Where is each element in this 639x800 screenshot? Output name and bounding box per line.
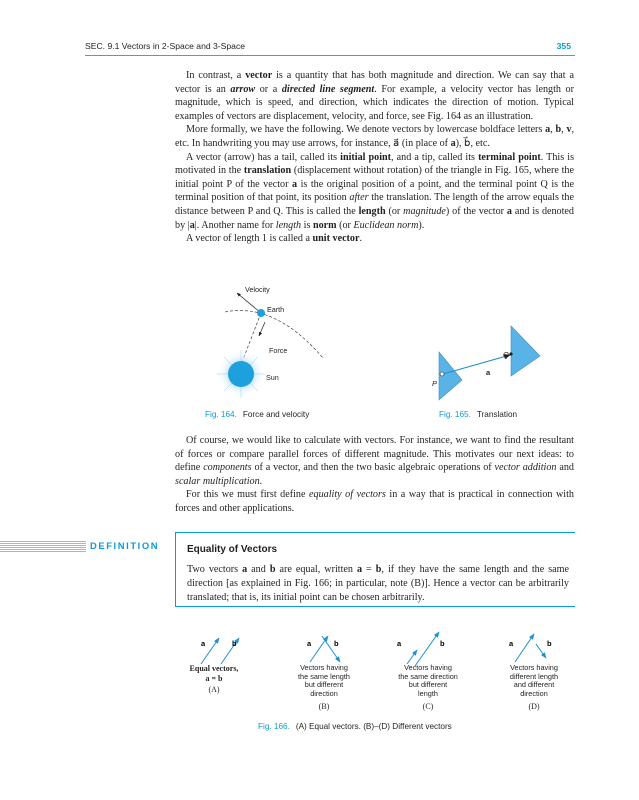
D-label-a: a [509,639,514,648]
fig164-label: Fig. 164. [205,410,237,419]
label-sun: Sun [266,373,279,382]
paragraph-equality-intro: For this we must first define equality of vectors in a way that is practical in connection with forces and other applications. [175,489,574,514]
B-label-b: b [334,639,339,648]
fig164-caption [205,410,309,419]
label-force: Force [269,346,288,355]
label-earth: Earth [267,305,285,314]
C-label-b: b [440,639,445,648]
figure-166-vectors [185,628,575,668]
vec-a-C [407,650,417,664]
definition-text: Two vectors a and b are equal, written a = b, if they have the same length and the same direction [as explained in Fig. 166; in particular, note (B)]. Hence a vector can be arbitrarily translated; that is, its initial point can be chosen arbitrarily. [187,564,570,604]
vec-a-D [515,634,534,662]
definition-title: Equality of Vectors [187,544,278,555]
motivation-text [175,434,574,516]
fig166-label: Fig. 166. [258,722,290,731]
label-velocity: Velocity [245,285,270,294]
fig164-caption-text: Force and velocity [242,410,310,419]
definition-tag [0,537,175,555]
fig166-caption-text: (A) Equal vectors. (B)–(D) Different vectors [295,722,452,731]
figure-165 [430,320,550,402]
definition-box [175,532,575,607]
label-p: P [432,379,438,388]
B-label-a: a [307,639,312,648]
fig166-C-caption: Vectors having the same direction but different length (C) [398,663,458,712]
fig166-A-caption: Equal vectors, a = b (A) [189,664,239,694]
earth-dot [257,309,265,317]
label-a: a [486,368,491,377]
force-arrow [259,322,265,336]
fig166-caption [258,722,452,731]
velocity-arrow [237,293,261,313]
point-p [440,372,444,376]
paragraph-vector-definition: In contrast, a vector is a quantity that has both magnitude and direction. We can say that a vector is an arrow or a directed line segment. For example, a velocity vector has length or magnitude, which is speed, and direction, which indicates the direction of motion. Typical examples of vectors are displacement, velocity, and force, see Fig. 164 as an illustration. [175,70,574,122]
running-header [85,37,575,56]
intro-text [175,69,574,246]
fig166-D-caption: Vectors having different length and different direction (D) [509,663,559,712]
paragraph-notation: More formally, we have the following. We denote vectors by lowercase boldface letters a, b, v, etc. In handwriting you may use arrows, for instance, a⃗ (in place of a), b⃗, etc. [175,124,575,149]
point-q [509,352,512,355]
definition-word: DEFINITION [90,540,160,551]
label-q: Q [503,350,509,359]
vector-a-arrow [443,355,510,374]
vec-b-D [536,644,546,658]
C-label-a: a [397,639,402,648]
triangle-translated [511,326,540,376]
fig165-caption-text: Translation [476,410,518,419]
A-label-b: b [232,639,237,648]
fig165-label: Fig. 165. [439,410,471,419]
figure-164 [195,282,335,402]
vec-b-C [415,632,439,666]
fig166-B-caption: Vectors having the same length but different direction (B) [298,663,350,712]
section-title: SEC. 9.1 Vectors in 2-Space and 3-Space [85,41,246,51]
definition-rule-lines [0,541,86,553]
sun-disc [228,361,254,387]
paragraph-unit-vector: A vector of length 1 is called a unit vector. [186,233,363,245]
page-number: 355 [556,41,571,51]
fig165-caption [439,410,517,419]
paragraph-calculation: Of course, we would like to calculate with vectors. For instance, we want to find the resultant of forces or compare parallel forces of different magnitude. This motivates our next ideas: to define components of a vector, and then the two basic algebraic operations of vector addition and scalar multiplication. [175,435,574,487]
A-label-a: a [201,639,206,648]
paragraph-initial-terminal: A vector (arrow) has a tail, called its initial point, and a tip, called its terminal point. This is motivated in the translation (displacement without rotation) of the triangle in Fig. 165, where the initial point P of the vector a is the original position of a point, and the terminal point Q is the terminal position of that point, its position after the translation. The length of the arrow equals the distance between P and Q. This is called the length (or magnitude) of the vector a and is denoted by |a|. Another name for length is norm (or Euclidean norm). [175,151,575,231]
D-label-b: b [547,639,552,648]
